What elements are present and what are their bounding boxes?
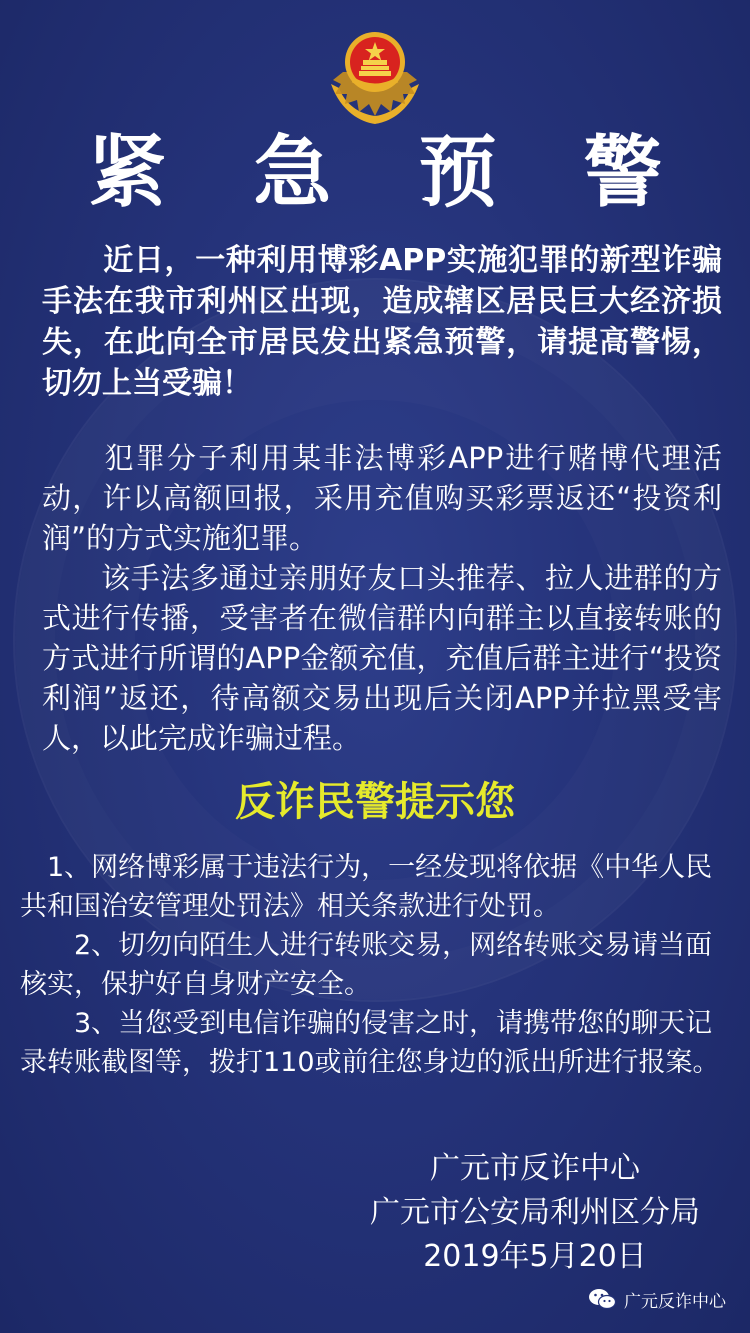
page-title: 紧 急 预 警 — [88, 128, 692, 218]
signature-org-2: 广元市公安局利州区分局 — [370, 1195, 700, 1230]
tip-item-2: 2、切勿向陌生人进行转账交易，网络转账交易请当面核实，保护好自身财产安全。 — [20, 930, 713, 1000]
tip-item-1: 1、网络博彩属于违法行为，一经发现将依据《中华人民共和国治安管理处罚法》相关条款进行处罚。 — [20, 852, 713, 922]
tip-item-3: 3、当您受到电信诈骗的侵害之时，请携带您的聊天记录转账截图等，拨打110或前往您身边的派出所进行报案。 — [20, 1008, 720, 1078]
wechat-account-badge[interactable] — [588, 1284, 726, 1314]
tips-heading: 反诈民警提示您 — [235, 779, 515, 825]
police-emblem-icon — [323, 20, 427, 128]
signature-org-1: 广元市反诈中心 — [430, 1151, 640, 1186]
signature-date: 2019年5月20日 — [423, 1239, 647, 1274]
body-paragraph-2: 该手法多通过亲朋好友口头推荐、拉人进群的方式进行传播，受害者在微信群内向群主以直接转账的方式进行所谓的APP金额充值，充值后群主进行“投资利润”返还，待高额交易出现后关闭APP并拉黑受害人，以此完成诈骗过程。 — [42, 561, 722, 755]
wechat-icon — [588, 1287, 616, 1311]
body-paragraph-1: 犯罪分子利用某非法博彩APP进行赌博代理活动，许以高额回报，采用充值购买彩票返还“投资利润”的方式实施犯罪。 — [42, 441, 722, 555]
wechat-account-name: 广元反诈中心 — [624, 1291, 726, 1312]
intro-paragraph: 近日，一种利用博彩APP实施犯罪的新型诈骗手法在我市利州区出现，造成辖区居民巨大经济损失，在此向全市居民发出紧急预警，请提高警惕，切勿上当受骗！ — [42, 243, 722, 401]
